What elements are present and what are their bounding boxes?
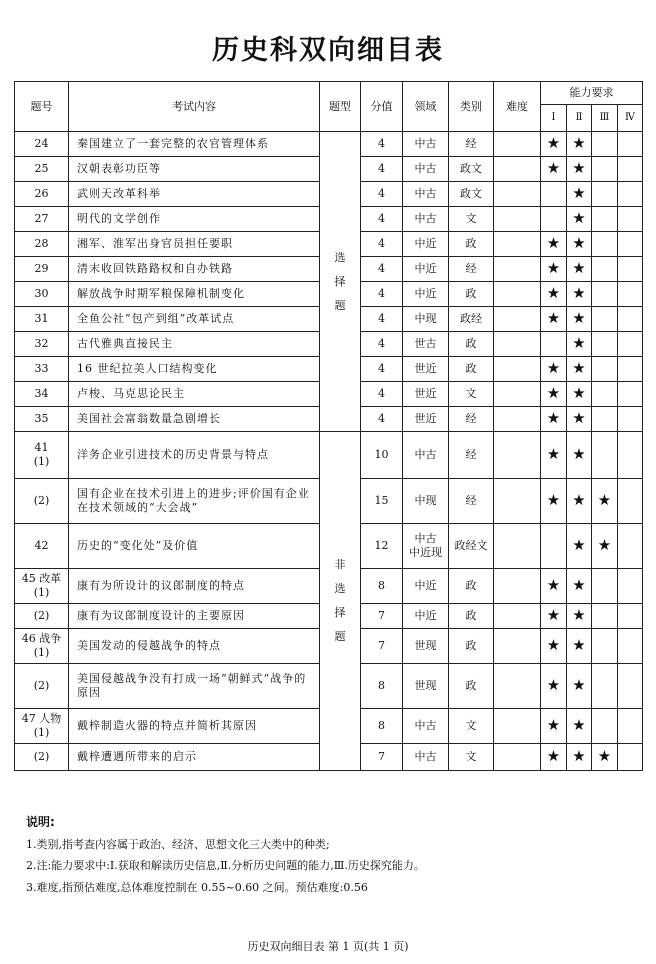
- ability-level-2: [567, 664, 592, 709]
- question-content: 历史的“变化处”及价值: [69, 524, 320, 569]
- question-no: 32: [15, 332, 69, 357]
- difficulty: [494, 709, 541, 744]
- star-icon: ★: [546, 576, 561, 594]
- star-icon: ★: [572, 234, 586, 252]
- ability-level-4: [618, 479, 643, 524]
- category: 政经: [449, 307, 494, 332]
- header-category: 类别: [449, 82, 494, 132]
- ability-level-2: [567, 629, 592, 664]
- ability-level-3: [592, 357, 618, 382]
- ability-level-3: [592, 382, 618, 407]
- header-level-1: Ⅰ: [541, 105, 567, 132]
- score: 8: [361, 664, 403, 709]
- score: 4: [361, 182, 403, 207]
- question-content: 汉朝表彰功臣等: [69, 157, 320, 182]
- star-icon: ★: [572, 259, 586, 277]
- domain: 中现: [403, 479, 449, 524]
- star-icon: ★: [572, 536, 586, 554]
- domain: 中古 中近现: [403, 524, 449, 569]
- ability-level-1: [541, 629, 567, 664]
- domain: 世近: [403, 407, 449, 432]
- ability-level-1: [541, 432, 567, 479]
- difficulty: [494, 232, 541, 257]
- ability-level-3: [592, 664, 618, 709]
- category: 政文: [449, 182, 494, 207]
- ability-level-2: [567, 744, 592, 771]
- star-icon: ★: [546, 606, 561, 624]
- question-no: 42: [15, 524, 69, 569]
- difficulty: [494, 357, 541, 382]
- score: 7: [361, 604, 403, 629]
- star-icon: ★: [572, 209, 586, 227]
- header-domain: 领域: [403, 82, 449, 132]
- question-no: 47 人物 (1): [15, 709, 69, 744]
- score: 4: [361, 357, 403, 382]
- ability-level-3: [592, 132, 618, 157]
- question-content: 康有为所设计的议郎制度的特点: [69, 569, 320, 604]
- ability-level-4: [618, 207, 643, 232]
- ability-level-2: [567, 132, 592, 157]
- ability-level-2: [567, 432, 592, 479]
- note-item: 1.类别,指考查内容属于政治、经济、思想文化三大类中的种类;: [26, 837, 330, 851]
- notes-heading: 说明:: [26, 815, 55, 829]
- domain: 中近: [403, 232, 449, 257]
- category: 政经文: [449, 524, 494, 569]
- domain: 世古: [403, 332, 449, 357]
- question-no: 46 战争 (1): [15, 629, 69, 664]
- question-content: 16 世纪拉美人口结构变化: [69, 357, 320, 382]
- category: 文: [449, 709, 494, 744]
- ability-level-4: [618, 629, 643, 664]
- header-ability: 能力要求: [541, 82, 643, 105]
- domain: 中古: [403, 132, 449, 157]
- question-no: 25: [15, 157, 69, 182]
- ability-level-1: [541, 182, 567, 207]
- table-row: [15, 432, 643, 479]
- ability-level-4: [618, 332, 643, 357]
- question-content: 洋务企业引进技术的历史背景与特点: [69, 432, 320, 479]
- ability-level-2: [567, 332, 592, 357]
- ability-level-1: [541, 744, 567, 771]
- score: 15: [361, 479, 403, 524]
- star-icon: ★: [572, 747, 586, 765]
- ability-level-2: [567, 307, 592, 332]
- star-icon: ★: [597, 491, 612, 509]
- difficulty: [494, 182, 541, 207]
- ability-level-1: [541, 332, 567, 357]
- ability-level-4: [618, 157, 643, 182]
- star-icon: ★: [572, 491, 586, 509]
- star-icon: ★: [546, 491, 561, 509]
- notes: [26, 812, 425, 898]
- ability-level-2: [567, 282, 592, 307]
- category: 政: [449, 282, 494, 307]
- ability-level-4: [618, 744, 643, 771]
- ability-level-2: [567, 157, 592, 182]
- score: 4: [361, 232, 403, 257]
- star-icon: ★: [572, 309, 586, 327]
- question-content: 全鱼公社“包产到组”改革试点: [69, 307, 320, 332]
- header-level-4: Ⅳ: [618, 105, 643, 132]
- category: 政: [449, 629, 494, 664]
- score: 4: [361, 257, 403, 282]
- question-content: 明代的文学创作: [69, 207, 320, 232]
- domain: 中现: [403, 307, 449, 332]
- question-content: 卢梭、马克思论民主: [69, 382, 320, 407]
- ability-level-3: [592, 604, 618, 629]
- question-type-choice: 选 择 题: [320, 132, 361, 432]
- domain: 中古: [403, 182, 449, 207]
- category: 文: [449, 744, 494, 771]
- ability-level-3: [592, 629, 618, 664]
- domain: 中近: [403, 604, 449, 629]
- ability-level-4: [618, 382, 643, 407]
- ability-level-3: [592, 282, 618, 307]
- star-icon: ★: [546, 409, 561, 427]
- header-question-type: 题型: [320, 82, 361, 132]
- category: 经: [449, 479, 494, 524]
- score: 4: [361, 407, 403, 432]
- category: 政: [449, 569, 494, 604]
- ability-level-4: [618, 524, 643, 569]
- domain: 中古: [403, 432, 449, 479]
- star-icon: ★: [572, 636, 586, 654]
- ability-level-3: [592, 524, 618, 569]
- score: 12: [361, 524, 403, 569]
- star-icon: ★: [546, 259, 561, 277]
- question-no: 41 (1): [15, 432, 69, 479]
- domain: 世现: [403, 664, 449, 709]
- ability-level-1: [541, 257, 567, 282]
- star-icon: ★: [572, 284, 586, 302]
- question-content: 武则天改革科举: [69, 182, 320, 207]
- star-icon: ★: [546, 284, 561, 302]
- ability-level-2: [567, 569, 592, 604]
- ability-level-4: [618, 709, 643, 744]
- page-title: 历史科双向细目表: [212, 35, 444, 66]
- score: 4: [361, 332, 403, 357]
- question-no: 28: [15, 232, 69, 257]
- question-content: 国有企业在技术引进上的进步;评价国有企业在技术领域的“大会战”: [69, 479, 320, 524]
- ability-level-4: [618, 432, 643, 479]
- star-icon: ★: [546, 159, 561, 177]
- ability-level-1: [541, 357, 567, 382]
- difficulty: [494, 332, 541, 357]
- question-no: 27: [15, 207, 69, 232]
- question-content: 康有为议郎制度设计的主要原因: [69, 604, 320, 629]
- ability-level-4: [618, 357, 643, 382]
- star-icon: ★: [572, 409, 586, 427]
- category: 政: [449, 664, 494, 709]
- ability-level-2: [567, 357, 592, 382]
- ability-level-2: [567, 524, 592, 569]
- question-content: 美国侵越战争没有打成一场“朝鲜式”战争的原因: [69, 664, 320, 709]
- star-icon: ★: [572, 184, 586, 202]
- star-icon: ★: [572, 576, 586, 594]
- difficulty: [494, 604, 541, 629]
- ability-level-1: [541, 382, 567, 407]
- question-no: 30: [15, 282, 69, 307]
- difficulty: [494, 382, 541, 407]
- spec-table: [14, 81, 643, 771]
- difficulty: [494, 407, 541, 432]
- difficulty: [494, 629, 541, 664]
- star-icon: ★: [546, 359, 561, 377]
- ability-level-2: [567, 407, 592, 432]
- domain: 中古: [403, 207, 449, 232]
- header-level-2: Ⅱ: [567, 105, 592, 132]
- star-icon: ★: [572, 716, 586, 734]
- star-icon: ★: [572, 384, 586, 402]
- ability-level-2: [567, 257, 592, 282]
- score: 7: [361, 744, 403, 771]
- difficulty: [494, 157, 541, 182]
- score: 7: [361, 629, 403, 664]
- page-footer: 历史双向细目表 第 1 页(共 1 页): [247, 940, 409, 953]
- ability-level-3: [592, 407, 618, 432]
- category: 文: [449, 382, 494, 407]
- star-icon: ★: [597, 747, 612, 765]
- ability-level-4: [618, 604, 643, 629]
- category: 经: [449, 432, 494, 479]
- question-no: (2): [15, 664, 69, 709]
- score: 8: [361, 709, 403, 744]
- score: 4: [361, 132, 403, 157]
- ability-level-1: [541, 664, 567, 709]
- star-icon: ★: [546, 716, 561, 734]
- domain: 中近: [403, 569, 449, 604]
- note-item: 2.注:能力要求中:Ⅰ.获取和解读历史信息,Ⅱ.分析历史问题的能力,Ⅲ.历史探究能力。: [26, 859, 425, 872]
- question-no: 26: [15, 182, 69, 207]
- ability-level-1: [541, 232, 567, 257]
- score: 8: [361, 569, 403, 604]
- ability-level-1: [541, 524, 567, 569]
- star-icon: ★: [572, 134, 586, 152]
- domain: 世近: [403, 357, 449, 382]
- ability-level-3: [592, 432, 618, 479]
- difficulty: [494, 524, 541, 569]
- question-content: 解放战争时期军粮保障机制变化: [69, 282, 320, 307]
- ability-level-4: [618, 569, 643, 604]
- question-no: 45 改革 (1): [15, 569, 69, 604]
- ability-level-1: [541, 604, 567, 629]
- star-icon: ★: [546, 134, 561, 152]
- star-icon: ★: [546, 445, 561, 463]
- question-type-non-choice: 非 选 择 题: [320, 432, 361, 771]
- ability-level-4: [618, 182, 643, 207]
- star-icon: ★: [597, 536, 612, 554]
- question-no: 35: [15, 407, 69, 432]
- ability-level-4: [618, 257, 643, 282]
- note-item: 3.难度,指预估难度,总体难度控制在 0.55~0.60 之间。预估难度:0.56: [26, 880, 368, 894]
- ability-level-2: [567, 232, 592, 257]
- ability-level-4: [618, 407, 643, 432]
- ability-level-3: [592, 744, 618, 771]
- difficulty: [494, 479, 541, 524]
- domain: 中近: [403, 257, 449, 282]
- star-icon: ★: [546, 234, 561, 252]
- ability-level-2: [567, 604, 592, 629]
- difficulty: [494, 207, 541, 232]
- ability-level-1: [541, 709, 567, 744]
- ability-level-4: [618, 232, 643, 257]
- table-body: [15, 132, 643, 771]
- question-no: (2): [15, 744, 69, 771]
- star-icon: ★: [546, 676, 561, 694]
- difficulty: [494, 257, 541, 282]
- question-content: 古代雅典直接民主: [69, 332, 320, 357]
- question-content: 戴梓制造火器的特点并简析其原因: [69, 709, 320, 744]
- question-no: 34: [15, 382, 69, 407]
- domain: 中古: [403, 744, 449, 771]
- star-icon: ★: [572, 359, 586, 377]
- table-row: [15, 132, 643, 157]
- ability-level-4: [618, 664, 643, 709]
- category: 经: [449, 407, 494, 432]
- ability-level-2: [567, 207, 592, 232]
- ability-level-2: [567, 182, 592, 207]
- ability-level-2: [567, 382, 592, 407]
- category: 经: [449, 132, 494, 157]
- score: 4: [361, 282, 403, 307]
- ability-level-1: [541, 407, 567, 432]
- ability-level-3: [592, 157, 618, 182]
- category: 政: [449, 604, 494, 629]
- score: 4: [361, 157, 403, 182]
- difficulty: [494, 132, 541, 157]
- question-content: 戴梓遭遇所带来的启示: [69, 744, 320, 771]
- header-question-no: 题号: [15, 82, 69, 132]
- star-icon: ★: [572, 676, 586, 694]
- difficulty: [494, 282, 541, 307]
- header-content: 考试内容: [69, 82, 320, 132]
- ability-level-3: [592, 709, 618, 744]
- star-icon: ★: [546, 309, 561, 327]
- question-no: (2): [15, 604, 69, 629]
- ability-level-3: [592, 207, 618, 232]
- ability-level-1: [541, 307, 567, 332]
- ability-level-3: [592, 232, 618, 257]
- ability-level-1: [541, 282, 567, 307]
- domain: 世现: [403, 629, 449, 664]
- score: 10: [361, 432, 403, 479]
- difficulty: [494, 664, 541, 709]
- score: 4: [361, 382, 403, 407]
- ability-level-3: [592, 332, 618, 357]
- ability-level-4: [618, 307, 643, 332]
- question-no: 33: [15, 357, 69, 382]
- ability-level-3: [592, 569, 618, 604]
- question-content: 湘军、淮军出身官员担任要职: [69, 232, 320, 257]
- ability-level-4: [618, 132, 643, 157]
- ability-level-1: [541, 157, 567, 182]
- category: 政: [449, 357, 494, 382]
- question-content: 清末收回铁路路权和自办铁路: [69, 257, 320, 282]
- star-icon: ★: [572, 334, 586, 352]
- domain: 中古: [403, 709, 449, 744]
- header-score: 分值: [361, 82, 403, 132]
- ability-level-4: [618, 282, 643, 307]
- score: 4: [361, 307, 403, 332]
- star-icon: ★: [572, 159, 586, 177]
- question-no: (2): [15, 479, 69, 524]
- star-icon: ★: [546, 384, 561, 402]
- ability-level-1: [541, 207, 567, 232]
- score: 4: [361, 207, 403, 232]
- difficulty: [494, 569, 541, 604]
- question-content: 美国社会富翁数量急剧增长: [69, 407, 320, 432]
- difficulty: [494, 307, 541, 332]
- ability-level-1: [541, 569, 567, 604]
- domain: 世近: [403, 382, 449, 407]
- header-difficulty: 难度: [494, 82, 541, 132]
- question-no: 31: [15, 307, 69, 332]
- ability-level-3: [592, 479, 618, 524]
- category: 文: [449, 207, 494, 232]
- star-icon: ★: [546, 747, 561, 765]
- category: 政: [449, 332, 494, 357]
- ability-level-1: [541, 132, 567, 157]
- category: 经: [449, 257, 494, 282]
- category: 政文: [449, 157, 494, 182]
- star-icon: ★: [572, 606, 586, 624]
- question-no: 29: [15, 257, 69, 282]
- ability-level-3: [592, 182, 618, 207]
- ability-level-3: [592, 307, 618, 332]
- difficulty: [494, 744, 541, 771]
- difficulty: [494, 432, 541, 479]
- question-no: 24: [15, 132, 69, 157]
- domain: 中近: [403, 282, 449, 307]
- question-content: 美国发动的侵越战争的特点: [69, 629, 320, 664]
- star-icon: ★: [546, 636, 561, 654]
- star-icon: ★: [572, 445, 586, 463]
- header-level-3: Ⅲ: [592, 105, 618, 132]
- ability-level-3: [592, 257, 618, 282]
- ability-level-1: [541, 479, 567, 524]
- question-content: 秦国建立了一套完整的农官管理体系: [69, 132, 320, 157]
- ability-level-2: [567, 479, 592, 524]
- domain: 中古: [403, 157, 449, 182]
- category: 政: [449, 232, 494, 257]
- ability-level-2: [567, 709, 592, 744]
